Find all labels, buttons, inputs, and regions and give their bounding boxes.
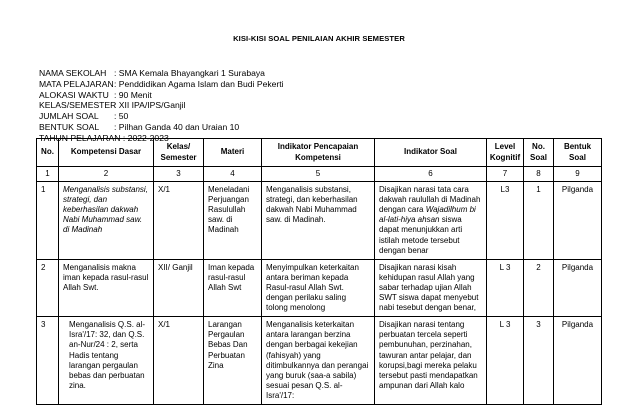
cell-kelas: XII/ Ganjil [154, 259, 204, 316]
info-label: NAMA SEKOLAH [39, 68, 107, 78]
cell-bentuk-soal: Pilganda [554, 259, 602, 316]
info-value: : 2022-2023 [122, 132, 169, 143]
info-label: MATA PELAJARAN [39, 78, 114, 89]
info-value: : 90 Menit [114, 89, 152, 100]
info-value: : Pilhan Ganda 40 dan Uraian 10 [114, 121, 240, 132]
info-value: : 50 [114, 111, 129, 122]
cell-no-soal: 1 [524, 182, 554, 260]
cell-no-soal: 2 [524, 259, 554, 316]
cell-indikator-soal: Disajikan narasi kisah kehidupan rasul Allah yang sabar terhadap ujian Allah SWT siswa dapat menyebut nabi tesebut dengan benar, [375, 259, 487, 316]
cell-no: 3 [37, 317, 59, 405]
column-number: 1 [37, 167, 59, 182]
cell-indikator-soal: Disajikan narasi tentang perbuatan tercela seperti pembunuhan, perzinahan, tawuran antar pelajar, dan korupsi,bagi mereka pelaku tersebut pasti mendapatkan ampunan dari Allah kalo [375, 317, 487, 405]
indikator-soal-text: siswa dapat menunjukkan arti istilah metode tersebut dengan benar [379, 215, 463, 255]
info-value: : SMA Kemala Bhayangkari 1 Surabaya [114, 68, 265, 78]
info-label: KELAS/SEMESTER [39, 100, 117, 111]
info-label: BENTUK SOAL [39, 121, 100, 132]
info-label: TAHUN PELAJARAN [39, 132, 121, 143]
column-number: 9 [554, 167, 602, 182]
cell-indikator-pencapaian: Menganalisis substansi, strategi, dan keberhasilan dakwah Nabi Muhammad saw. di Madinah. [262, 182, 375, 260]
info-row [39, 90, 284, 101]
column-number: 5 [262, 167, 375, 182]
cell-no: 1 [37, 182, 59, 260]
column-number-row [37, 167, 602, 182]
info-label: JUMLAH SOAL [39, 111, 99, 122]
info-label: ALOKASI WAKTU [39, 89, 109, 100]
column-number: 3 [154, 167, 204, 182]
column-number: 2 [59, 167, 154, 182]
header-level-kognitif: Level Kognitif [487, 139, 524, 167]
cell-kompetensi-dasar: Menganalisis makna iman kepada rasul-rasul Allah Swt. [59, 259, 154, 316]
column-number: 8 [524, 167, 554, 182]
cell-materi: Iman kepada rasul-rasul Allah Swt [204, 259, 262, 316]
cell-indikator-pencapaian: Menyimpulkan keterkaitan antara beriman kepada Rasul-rasul Allah Swt. dengan perilaku saling tolong menolong [262, 259, 375, 316]
table-row [37, 259, 602, 316]
cell-level-kognitif: L 3 [487, 317, 524, 405]
header-row [37, 139, 602, 167]
column-number: 6 [375, 167, 487, 182]
cell-bentuk-soal: Pilganda [554, 182, 602, 260]
header-indikator-pencapaian: Indikator Pencapaian Kompetensi [262, 139, 375, 167]
info-row [39, 79, 284, 90]
document-info [39, 68, 284, 144]
header-bentuk-soal: Bentuk Soal [554, 139, 602, 167]
info-row [39, 100, 284, 111]
cell-materi: Larangan Pergaulan Bebas Dan Perbuatan Zina [204, 317, 262, 405]
column-number: 4 [204, 167, 262, 182]
cell-kelas: X/1 [154, 317, 204, 405]
header-kompetensi-dasar: Kompetensi Dasar [59, 139, 154, 167]
indikator-soal-term: Wajadilhum bi al-lati-hiya ahsan [379, 205, 476, 225]
table-row [37, 317, 602, 405]
cell-indikator-soal [375, 182, 487, 260]
kisi-kisi-table [36, 138, 602, 405]
page-title: KISI-KISI SOAL PENILAIAN AKHIR SEMESTER [233, 34, 405, 43]
cell-no-soal: 3 [524, 317, 554, 405]
cell-indikator-pencapaian: Menganalisis keterkaitan antara larangan berzina dengan berbagai kekejian (fahisyah) yang ditimbulkannya dan perangai yang buruk (saa-a sabila) sesuai pesan Q.S. al-Isra'/17: [262, 317, 375, 405]
cell-kompetensi-dasar: Menganalisis substansi, strategi, dan keberhasilan dakwah Nabi Muhammad saw. di Madinah [59, 182, 154, 260]
info-value: : XII IPA/IPS/Ganjil [114, 100, 186, 111]
column-number: 7 [487, 167, 524, 182]
cell-level-kognitif: L 3 [487, 259, 524, 316]
header-materi: Materi [204, 139, 262, 167]
indikator-soal-text: Disajikan narasi tata cara dakwah raulullah di Madinah dengan cara [379, 185, 481, 215]
cell-no: 2 [37, 259, 59, 316]
info-row [39, 111, 284, 122]
header-kelas-semester: Kelas/ Semester [154, 139, 204, 167]
cell-bentuk-soal: Pilganda [554, 317, 602, 405]
cell-materi: Meneladani Perjuangan Rasulullah saw. di Madinah [204, 182, 262, 260]
cell-level-kognitif: L3 [487, 182, 524, 260]
info-value: : Penddidikan Agama Islam dan Budi Pekerti [114, 78, 284, 89]
header-indikator-soal: Indikator Soal [375, 139, 487, 167]
header-no: No. [37, 139, 59, 167]
header-no-soal: No. Soal [524, 139, 554, 167]
info-row [39, 122, 284, 133]
table-row [37, 182, 602, 260]
info-row [39, 68, 284, 79]
cell-kelas: X/1 [154, 182, 204, 260]
cell-kompetensi-dasar: Menganalisis Q.S. al-Isra'/17: 32, dan Q.S. an-Nur/24 : 2, serta Hadis tentang larangan pergaulan bebas dan perbuatan zina. [59, 317, 154, 405]
